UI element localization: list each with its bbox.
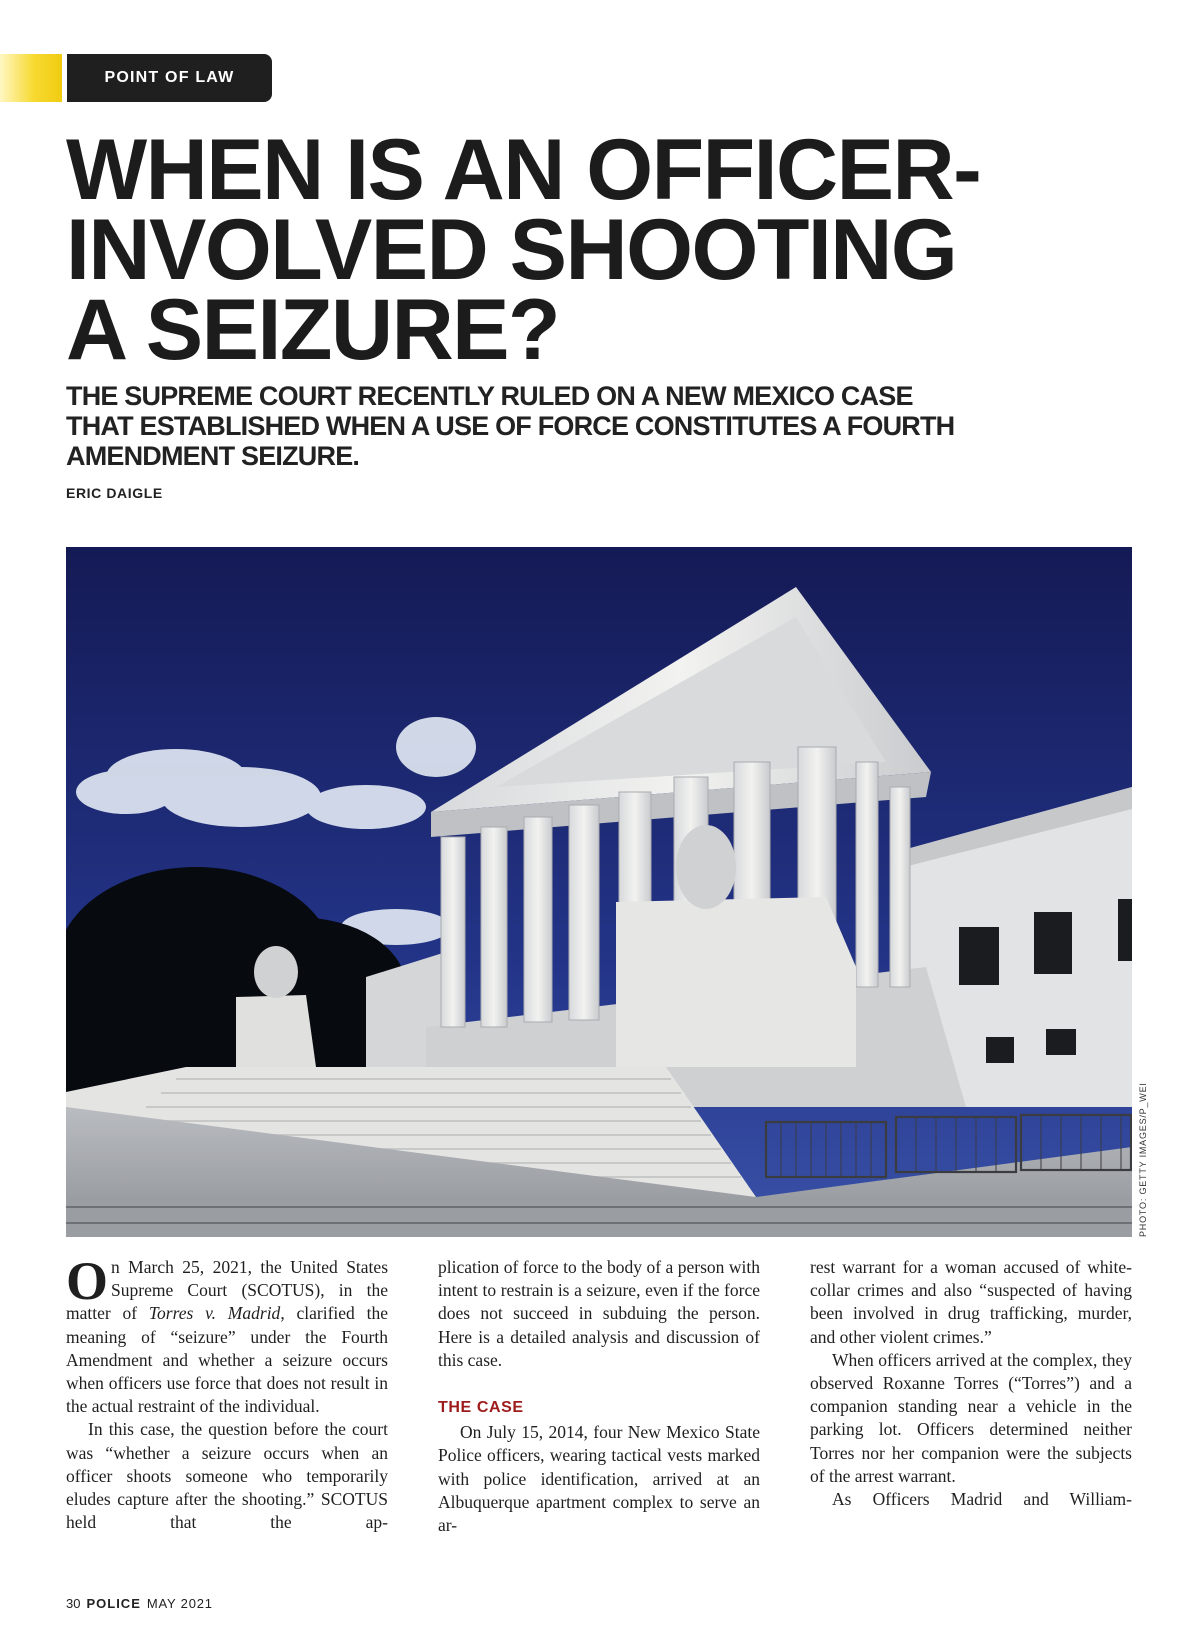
body-column-2	[438, 1256, 760, 1537]
body-paragraph: In this case, the question before the court was “whether a seizure occurs when an officer shoots someone who temporarily eludes capture after the shooting.” SCOTUS held that the ap-	[66, 1419, 388, 1533]
issue-date: MAY 2021	[146, 1596, 213, 1611]
deck-line: AMENDMENT SEIZURE.	[66, 441, 360, 471]
case-name: Torres v. Madrid	[148, 1303, 281, 1324]
headline-line: A SEIZURE?	[66, 282, 560, 378]
publication-name: POLICE	[86, 1596, 141, 1611]
body-paragraph: On July 15, 2014, four New Mexico State Police officers, wearing tactical vests marked with police identification, arrived at an Albuquerque apartment complex to serve an ar-	[438, 1422, 760, 1536]
headline-line: WHEN IS AN OFFICER-	[66, 122, 981, 218]
byline: ERIC DAIGLE	[66, 485, 163, 501]
supreme-court-photo	[66, 547, 1132, 1237]
photo-credit: PHOTO: GETTY IMAGES/P_WEI	[1138, 1082, 1148, 1237]
deck-line: THE SUPREME COURT RECENTLY RULED ON A NEW MEXICO CASE	[66, 381, 913, 411]
page-footer	[66, 1596, 213, 1611]
section-tag: POINT OF LAW	[67, 54, 272, 102]
body-paragraph: When officers arrived at the complex, they observed Roxanne Torres (“Torres”) and a companion standing near a vehicle in the parking lot. Officers determined neither Torres nor her companion were the subjects of the arrest warrant.	[810, 1349, 1132, 1486]
body-paragraph: plication of force to the body of a person with intent to restrain is a seizure, even if the force does not succeed in subduing the person. Here is a detailed analysis and discussion of this case.	[438, 1257, 760, 1370]
body-paragraph: As Officers Madrid and William-	[832, 1489, 1132, 1510]
drop-cap: O	[66, 1251, 109, 1311]
section-subhead: THE CASE	[438, 1399, 524, 1417]
section-accent-bar	[0, 54, 62, 102]
page-number: 30	[66, 1596, 81, 1611]
body-paragraph: On March 25, 2021, the United States Supreme Court (SCOTUS), in the matter of Torres v. Madrid, clarified the meaning of “seizure” under the Fourth Amendment and whether a seizure occurs when officers use force that does not result in the actual restraint of the individual.	[66, 1251, 388, 1417]
deck-subtitle	[66, 381, 1146, 471]
headline-line: INVOLVED SHOOTING	[66, 202, 957, 298]
body-column-1	[66, 1251, 388, 1534]
body-paragraph: rest warrant for a woman accused of white-collar crimes and also “suspected of having been involved in drug trafficking, murder, and other violent crimes.”	[810, 1257, 1132, 1347]
body-column-3	[810, 1256, 1132, 1511]
deck-line: THAT ESTABLISHED WHEN A USE OF FORCE CONSTITUTES A FOURTH	[66, 411, 955, 441]
headline	[66, 122, 1146, 378]
